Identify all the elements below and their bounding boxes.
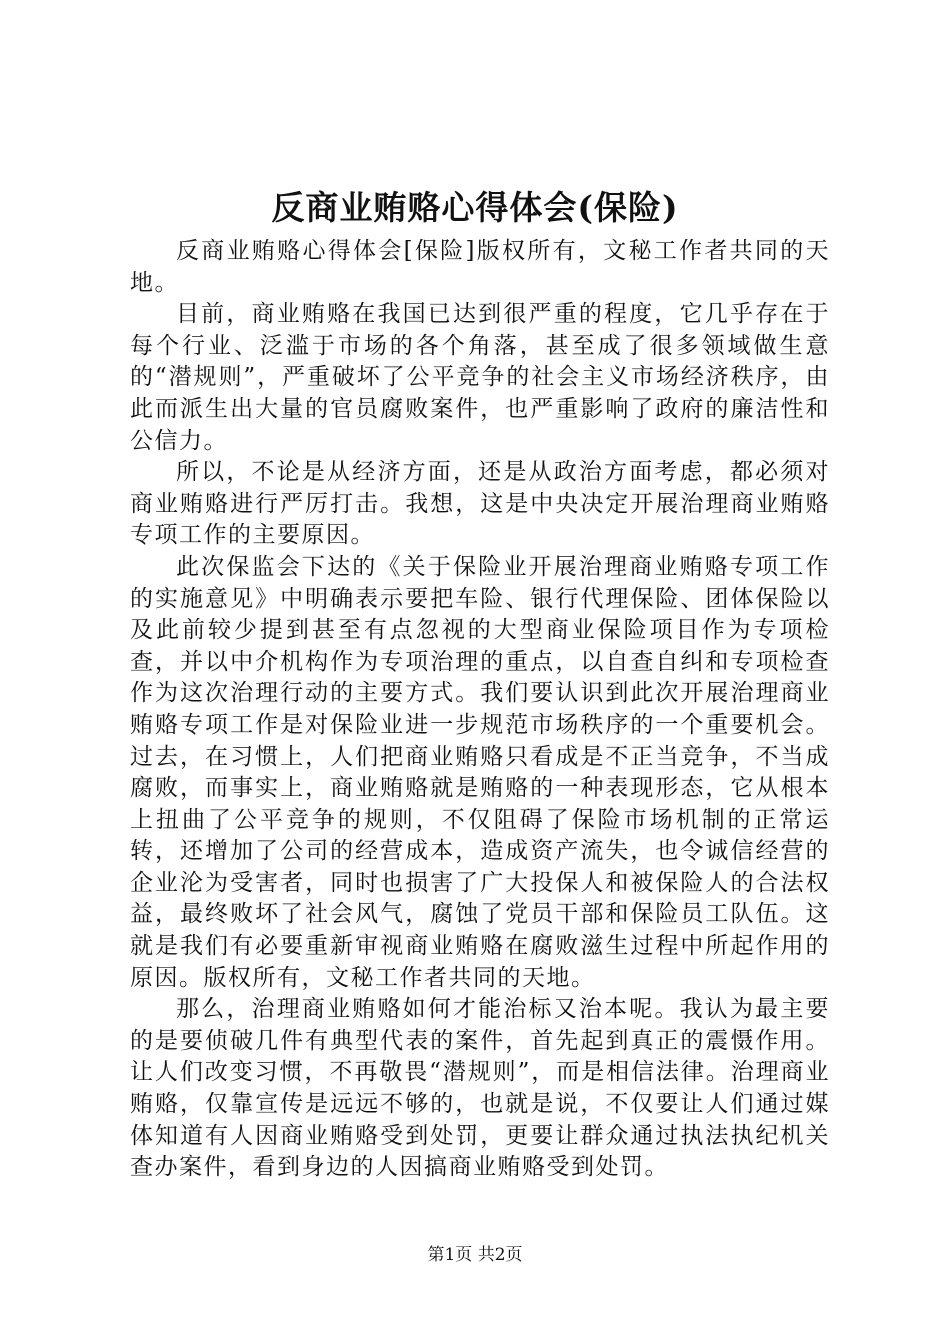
paragraph-3: 所以，不论是从经济方面，还是从政治方面考虑，都必须对商业贿赂进行严厉打击。我想，这是中央决定开展治理商业贿赂专项工作的主要原因。 <box>130 459 830 549</box>
paragraph-2: 目前，商业贿赂在我国已达到很严重的程度，它几乎存在于每个行业、泛滥于市场的各个角落，甚至成了很多领域做生意的“潜规则”，严重破坏了公平竞争的社会主义市场经济秩序，由此而派生出大量的官员腐败案件，也严重影响了政府的廉洁性和公信力。 <box>130 301 830 454</box>
paragraph-1: 反商业贿赂心得体会[保险]版权所有，文秘工作者共同的天地。 <box>130 238 830 296</box>
paragraph-5: 那么，治理商业贿赂如何才能治标又治本呢。我认为最主要的是要侦破几件有典型代表的案件，首先起到真正的震慑作用。让人们改变习惯，不再敬畏“潜规则”，而是相信法律。治理商业贿赂，仅靠宣传是远远不够的，也就是说，不仅要让人们通过媒体知道有人因商业贿赂受到处罚，更要让群众通过执法执纪机关查办案件，看到身边的人因搞商业贿赂受到处罚。 <box>130 996 830 1181</box>
paragraph-4: 此次保监会下达的《关于保险业开展治理商业贿赂专项工作的实施意见》中明确表示要把车险、银行代理保险、团体保险以及此前较少提到甚至有点忽视的大型商业保险项目作为专项检查，并以中介机构作为专项治理的重点，以自查自纠和专项检查作为这次治理行动的主要方式。我们要认识到此次开展治理商业贿赂专项工作是对保险业进一步规范市场秩序的一个重要机会。过去，在习惯上，人们把商业贿赂只看成是不正当竞争，不当成腐败，而事实上，商业贿赂就是贿赂的一种表现形态，它从根本上扭曲了公平竞争的规则，不仅阻碍了保险市场机制的正常运转，还增加了公司的经营成本，造成资产流失，也令诚信经营的企业沦为受害者，同时也损害了广大投保人和被保险人的合法权益，最终败坏了社会风气，腐蚀了党员干部和保险员工队伍。这就是我们有必要重新审视商业贿赂在腐败滋生过程中所起作用的原因。版权所有，文秘工作者共同的天地。 <box>130 553 830 991</box>
document-title: 反商业贿赂心得体会(保险) <box>271 188 679 227</box>
document-body <box>130 236 830 1184</box>
page-number-footer: 第1页 共2页 <box>427 1245 523 1265</box>
